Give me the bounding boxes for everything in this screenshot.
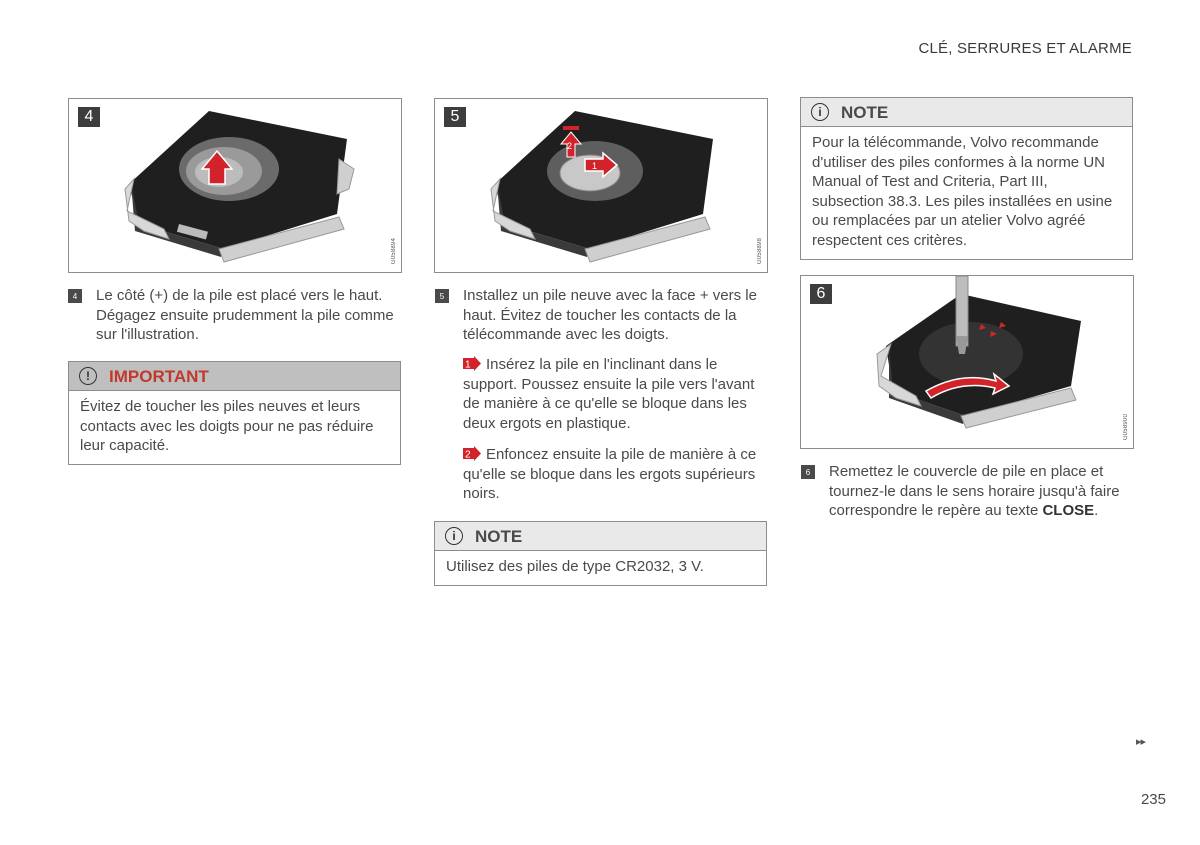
figure-number: 6 — [810, 284, 832, 304]
substep-number: 1 — [465, 359, 471, 371]
red-arrow-1-icon — [463, 356, 481, 371]
note-box-battery-type — [434, 521, 767, 586]
exclamation-circle-icon: ! — [79, 367, 97, 385]
substep-text: Enfoncez ensuite la pile de manière à ce qu'elle se bloque dans les ergots supérieurs noirs. — [463, 446, 757, 503]
important-box — [68, 361, 401, 465]
key-battery-insert-illustration — [435, 99, 767, 272]
section-title: CLÉ, SERRURES ET ALARME — [918, 40, 1132, 57]
step-text-end: . — [1094, 502, 1099, 520]
important-title: IMPORTANT — [109, 367, 209, 386]
key-battery-removal-illustration — [69, 99, 401, 272]
important-body: Évitez de toucher les piles neuves et leurs contacts avec les doigts pour ne pas réduire leur capacité. — [80, 398, 374, 455]
important-box-header — [69, 362, 400, 391]
figure-4 — [68, 98, 402, 273]
note-body: Pour la télécommande, Volvo recommande d'utiliser des piles conformes à la norme UN Manual of Test and Criteria, Part III, subsection 38.3. Les piles installées en usine ou remplacées par un atelier Volvo agréé respectent ces critères. — [812, 134, 1113, 249]
figure-code: G058898 — [757, 237, 763, 264]
svg-text:1: 1 — [592, 161, 598, 171]
note-box-volvo-recommendation — [800, 97, 1133, 260]
step-text: Installez un pile neuve avec la face + vers le haut. Évitez de toucher les contacts de la télécommande avec les doigts. — [463, 287, 757, 344]
note-title: NOTE — [841, 103, 889, 122]
step-5-substep-2 — [463, 445, 768, 504]
note-body: Utilisez des piles de type CR2032, 3 V. — [446, 558, 704, 575]
step-4 — [68, 286, 403, 345]
next-page-icon[interactable]: ▸▸ — [1135, 736, 1145, 748]
red-arrow-2-icon — [463, 446, 481, 461]
step-badge: 4 — [68, 289, 82, 303]
page-number: 235 — [1140, 791, 1166, 808]
note-box-header — [801, 98, 1132, 127]
step-5 — [435, 286, 765, 345]
step-text — [829, 462, 1131, 521]
close-label: CLOSE — [1042, 502, 1095, 520]
info-circle-icon: i — [811, 103, 829, 121]
step-badge: 5 — [435, 289, 449, 303]
step-6 — [801, 462, 1131, 521]
figure-code: G058900 — [1123, 413, 1129, 440]
figure-number: 4 — [78, 107, 100, 127]
note-title: NOTE — [475, 527, 523, 546]
figure-5 — [434, 98, 768, 273]
svg-text:2: 2 — [567, 141, 573, 151]
step-badge: 6 — [801, 465, 815, 479]
note-box-header — [435, 522, 766, 551]
figure-code: G058894 — [391, 237, 397, 264]
figure-6 — [800, 275, 1134, 449]
info-circle-icon: i — [445, 527, 463, 545]
step-text: Le côté (+) de la pile est placé vers le haut. Dégagez ensuite prudemment la pile comme sur l'illustration. — [96, 287, 394, 344]
substep-text: Insérez la pile en l'inclinant dans le support. Poussez ensuite la pile vers l'avant de manière à ce qu'elle se bloque dans les deux ergots en plastique. — [463, 356, 755, 432]
substep-number: 2 — [465, 449, 471, 461]
figure-number: 5 — [444, 107, 466, 127]
step-5-substep-1 — [463, 355, 768, 433]
step-text-main: Remettez le couvercle de pile en place et tournez-le dans le sens horaire jusqu'à faire correspondre le repère au texte — [829, 463, 1120, 520]
key-cover-close-illustration — [801, 276, 1133, 448]
